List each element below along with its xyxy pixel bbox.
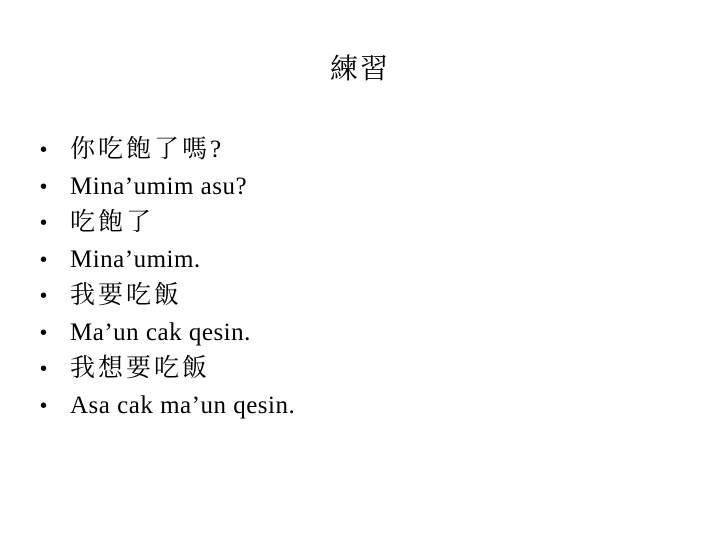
bullet-text: 我想要吃飯 — [70, 355, 211, 382]
bullet-item-2 — [40, 169, 680, 206]
bullet-icon: • — [40, 321, 48, 344]
bullet-text: 你吃飽了嗎? — [70, 136, 225, 163]
bullet-item-1 — [40, 132, 680, 169]
bullet-list — [40, 132, 680, 424]
bullet-icon: • — [40, 248, 48, 271]
bullet-text: 吃飽了 — [70, 209, 155, 236]
bullet-icon: • — [40, 139, 48, 161]
bullet-text: 我要吃飯 — [70, 282, 183, 309]
bullet-item-7 — [40, 351, 680, 388]
bullet-item-4 — [40, 242, 680, 279]
slide-title: 練習 — [329, 54, 390, 85]
bullet-icon: • — [40, 285, 48, 307]
bullet-text: Mina’umim asu? — [70, 172, 248, 200]
bullet-item-6 — [40, 315, 680, 352]
bullet-item-3 — [40, 205, 680, 242]
bullet-icon: • — [40, 358, 48, 380]
bullet-icon: • — [40, 175, 48, 198]
bullet-text: Asa cak ma’un qesin. — [70, 391, 296, 419]
bullet-icon: • — [40, 212, 48, 234]
bullet-item-8 — [40, 388, 680, 425]
bullet-icon: • — [40, 394, 48, 417]
bullet-item-5 — [40, 278, 680, 315]
bullet-text: Ma’un cak qesin. — [70, 318, 251, 346]
bullet-text: Mina’umim. — [70, 245, 201, 273]
